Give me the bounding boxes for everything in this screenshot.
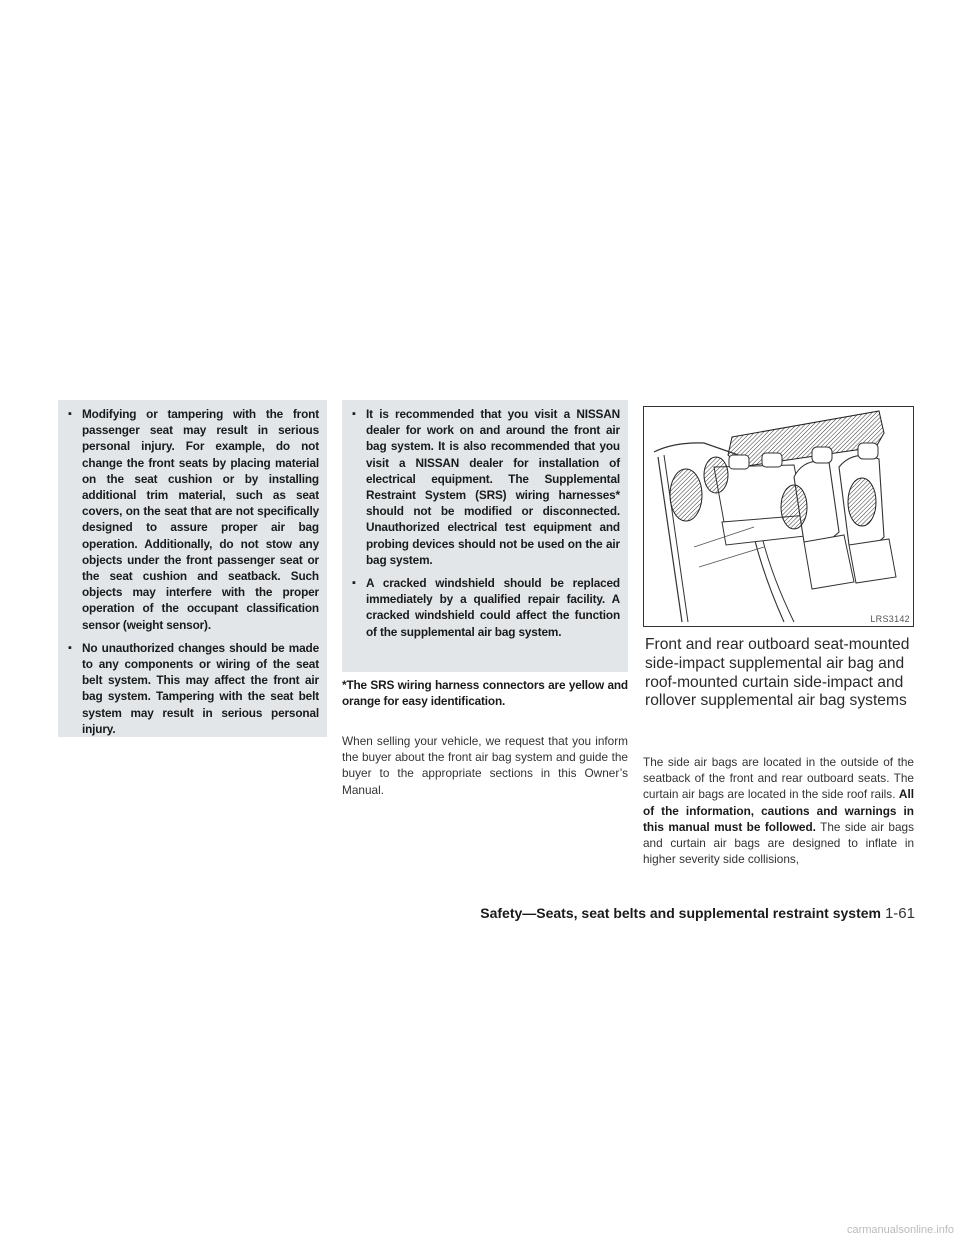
emphasis-text: All of the information, cautions and warnings in this manual must be followed. xyxy=(643,787,914,834)
wiring-harness-note: *The SRS wiring harness connectors are yellow and orange for easy identification. xyxy=(342,678,628,709)
section-heading: Front and rear outboard seat-mounted side-impact supplemental air bag and roof-mounted curtain side-impact and rollover supplemental air bag systems xyxy=(645,636,910,710)
warning-box-right xyxy=(342,400,628,672)
footer-title: Safety—Seats, seat belts and supplemental restraint system xyxy=(480,905,881,921)
warning-item: ▪ Modifying or tampering with the front passenger seat may result in serious personal injury. For example, do not change the front seats by placing material on the seat cushion or by installing additional trim material, such as seat covers, on the seat that are not specifically designed to assure proper air bag operation. Additionally, do not stow any objects under the front passenger seat or the seat cushion and seatback. Such objects may interfere with the proper operation of the occupant classification sensor (weight sensor). xyxy=(68,406,319,633)
paragraph-text: The side air bags and curtain air bags are designed to inflate in higher severity side collisions, xyxy=(643,819,914,867)
watermark: carmanualsonline.info xyxy=(846,1224,954,1236)
page-footer xyxy=(300,905,915,923)
selling-vehicle-paragraph: When selling your vehicle, we request that you inform the buyer about the front air bag system and guide the buyer to the appropriate sections in this Owner’s Manual. xyxy=(342,734,628,797)
figure-id-label: LRS3142 xyxy=(870,614,910,624)
airbag-illustration xyxy=(643,406,914,627)
page-number: 1-61 xyxy=(884,905,915,922)
warning-item: ▪ It is recommended that you visit a NISSAN dealer for work on and around the front air bag system. It is also recommended that you visit a NISSAN dealer for installation of electrical equipment. The Supplemental Restraint System (SRS) wiring harnesses* should not be modified or disconnected. Unauthorized electrical test equipment and probing devices should not be used on the air bag system. xyxy=(352,406,620,568)
paragraph-text: The side air bags are located in the outside of the seatback of the front and rear outboard seats. The curtain air bags are located in the side roof rails. xyxy=(643,755,914,802)
vehicle-interior-drawing xyxy=(644,407,913,626)
warning-item: ▪ A cracked windshield should be replaced immediately by a qualified repair facility. A cracked windshield could affect the function of the supplemental air bag system. xyxy=(352,575,620,640)
warning-list-left xyxy=(68,406,319,737)
warning-item: ▪ No unauthorized changes should be made to any components or wiring of the seat belt system. This may affect the front air bag system. Tampering with the seat belt system may result in serious personal injury. xyxy=(68,640,319,737)
warning-list-right xyxy=(352,406,620,640)
side-airbags-paragraph xyxy=(643,754,914,867)
warning-box-left xyxy=(58,400,327,737)
